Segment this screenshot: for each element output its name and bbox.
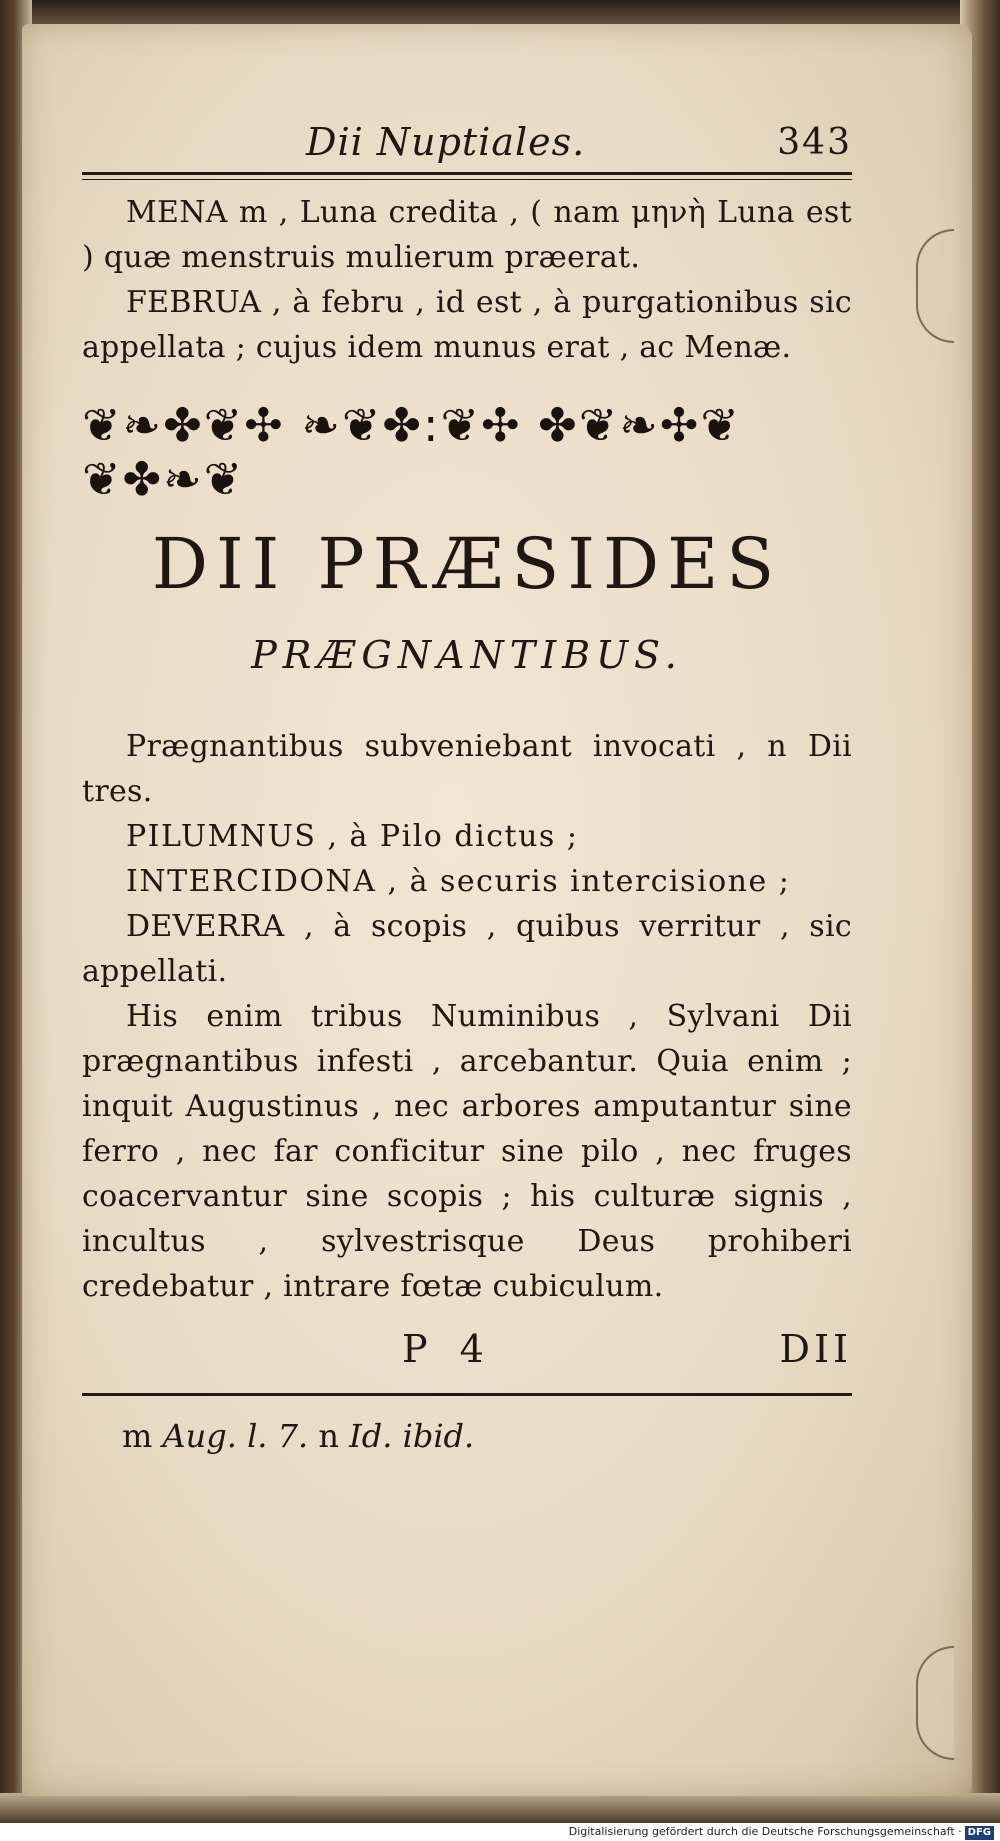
catchword: DII bbox=[779, 1327, 852, 1371]
paragraph-deverra: DEVERRA , à scopis , quibus verritur , sic appellati. bbox=[82, 909, 852, 989]
footnote-rule bbox=[82, 1393, 852, 1396]
section-subheading: PRÆGNANTIBUS. bbox=[251, 633, 683, 677]
book-bottom-edge bbox=[0, 1793, 1000, 1823]
signature-mark: P 4 bbox=[402, 1327, 494, 1371]
footnote-mark-m: m bbox=[122, 1417, 153, 1455]
credit-text: Digitalisierung gefördert durch die Deutsche Forschungsgemeinschaft · bbox=[568, 1825, 962, 1838]
page-tab-marker bbox=[916, 229, 954, 343]
ornament-glyphs: ❦❧✤❦✣ ❧❦✤:❦✣ ✤❦❧✣❦ ❦✤❧❦ bbox=[82, 398, 741, 506]
page-tab-marker bbox=[916, 1646, 954, 1760]
page-content bbox=[82, 114, 852, 1456]
paragraph-intro: Prægnantibus subveniebant invocati , n Dii tres. bbox=[82, 729, 852, 809]
running-title: Dii Nuptiales. bbox=[306, 120, 586, 164]
section-heading: DII PRÆSIDES bbox=[151, 523, 783, 605]
paragraph-mena: MENA m , Luna credita , ( nam μηνὴ Luna est ) quæ menstruis mulierum præerat. bbox=[82, 195, 852, 275]
paragraph-pilumnus: PILUMNUS , à Pilo dictus ; bbox=[126, 819, 579, 854]
book-page bbox=[22, 24, 972, 1796]
paragraph-intercidona: INTERCIDONA , à securis intercisione ; bbox=[126, 864, 791, 899]
paragraph-his-enim: His enim tribus Numinibus , Sylvani Dii prægnantibus infesti , arcebantur. Quia enim ; inquit Augustinus , nec arbores amputantur sine ferro , nec far conficitur sine pilo , nec fruges coacervantur sine scopis ; his culturæ signis , incultus , sylvestrisque Deus prohiberi credebatur , intrare fœtæ cubiculum. bbox=[82, 999, 852, 1304]
dfg-logo: DFG bbox=[965, 1826, 994, 1840]
page-footer bbox=[82, 1327, 852, 1387]
page-number: 343 bbox=[777, 122, 852, 163]
footnote-mark-n: n bbox=[318, 1417, 339, 1455]
header-rule-thin bbox=[82, 179, 852, 180]
ornament-band bbox=[82, 398, 852, 506]
footnote-ref-n: Id. ibid. bbox=[349, 1417, 475, 1455]
header-rule bbox=[82, 172, 852, 175]
digitization-credit bbox=[0, 1823, 1000, 1841]
footnote-ref-m: Aug. l. 7. bbox=[162, 1417, 309, 1455]
footnotes bbox=[82, 1416, 852, 1456]
running-head bbox=[82, 114, 852, 172]
book-top-edge bbox=[0, 0, 1000, 26]
paragraph-februa: FEBRUA , à febru , id est , à purgationibus sic appellata ; cujus idem munus erat , ac Menæ. bbox=[82, 285, 852, 365]
